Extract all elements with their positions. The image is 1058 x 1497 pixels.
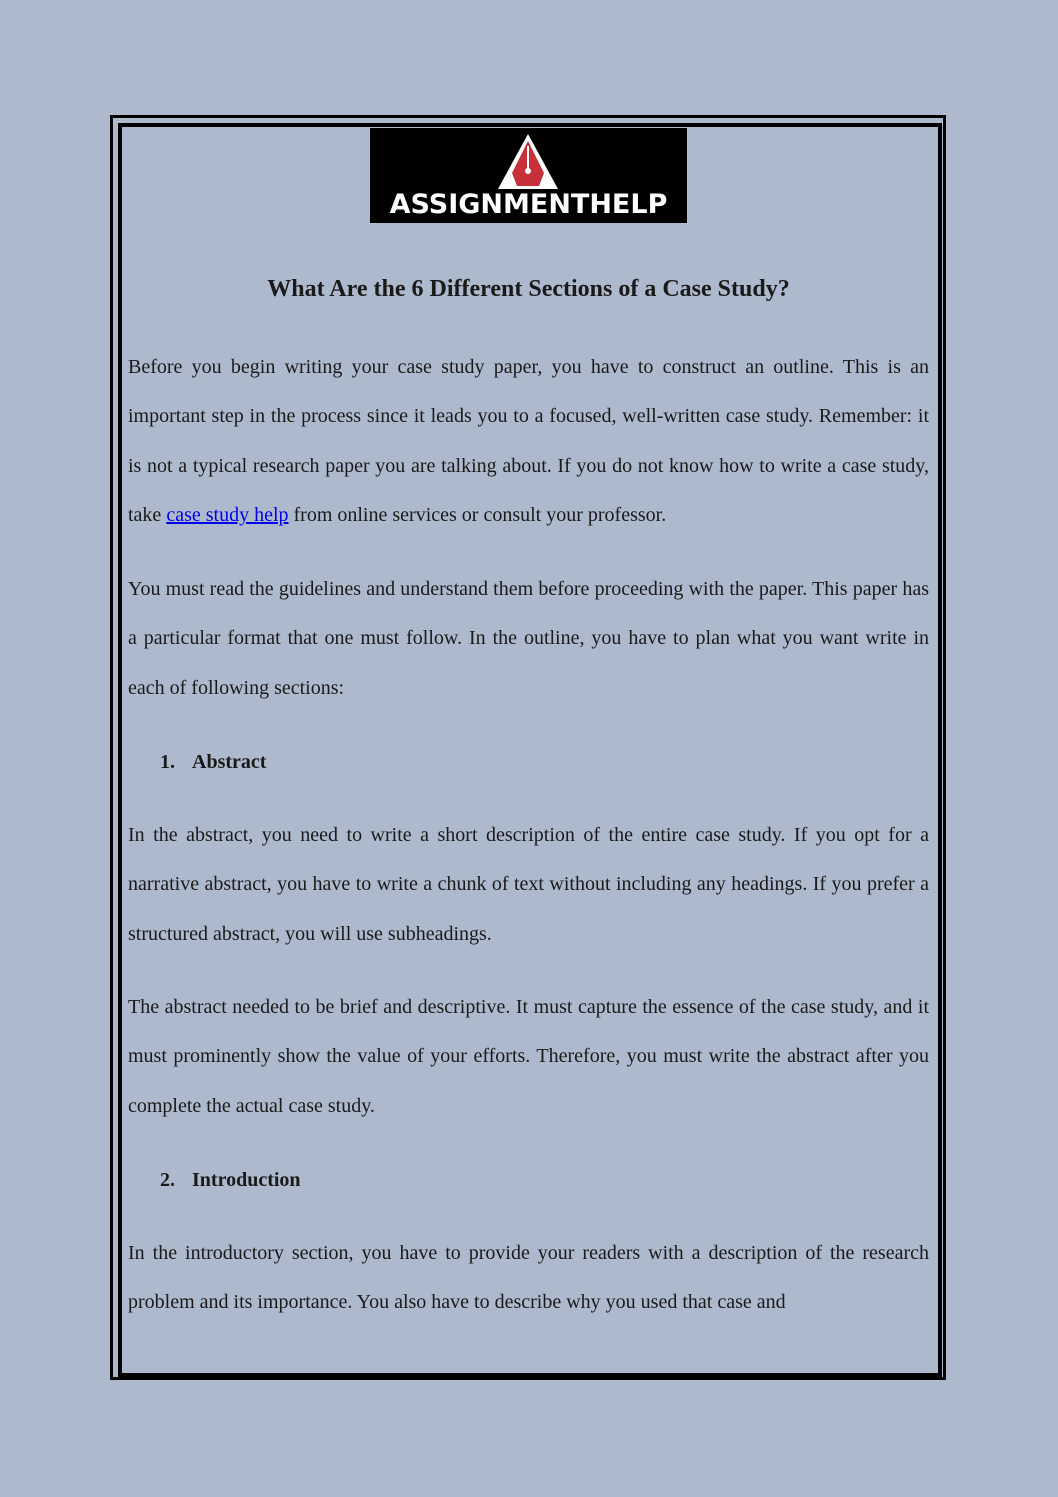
document-title: What Are the 6 Different Sections of a Case Study? [267, 276, 790, 302]
logo-wordmark: ASSIGNMENTHELP [389, 189, 668, 220]
section-heading-abstract [160, 748, 266, 776]
abstract-paragraph-1: In the abstract, you need to write a short description of the entire case study. If you opt for a narrative abstract, you have to write a chunk of text without including any headings. If you prefer a structured abstract, you will use subheadings. [128, 824, 929, 945]
intro-text-after-link: from online services or consult your professor. [288, 503, 667, 526]
section-number: 1. [160, 751, 175, 773]
intro-paragraph [128, 343, 929, 540]
section-heading-introduction [160, 1166, 301, 1194]
abstract-paragraph-2: The abstract needed to be brief and descriptive. It must capture the essence of the case study, and it must prominently show the value of your efforts. Therefore, you must write the abstract after you complete the actual case study. [128, 996, 929, 1117]
assignmenthelp-logo [370, 128, 687, 223]
section-number: 2. [160, 1169, 175, 1191]
pen-nib-triangle-icon [497, 132, 559, 190]
section-label: Abstract [192, 751, 267, 773]
section-label: Introduction [192, 1169, 301, 1191]
guidelines-paragraph: You must read the guidelines and understand them before proceeding with the paper. This paper has a particular format that one must follow. In the outline, you have to plan what you want write in each of following sections: [128, 578, 929, 699]
case-study-help-link[interactable]: case study help [166, 503, 289, 526]
intro-text-before-link: Before you begin writing your case study paper, you have to construct an outline. This is an important step in the process since it leads you to a focused, well-written case study. Remember: it is not a typical research paper you are talking about. If you do not know how to write a case study, take [128, 356, 929, 526]
introduction-paragraph-1: In the introductory section, you have to provide your readers with a description of the research problem and its importance. You also have to describe why you used that case and [128, 1242, 929, 1314]
